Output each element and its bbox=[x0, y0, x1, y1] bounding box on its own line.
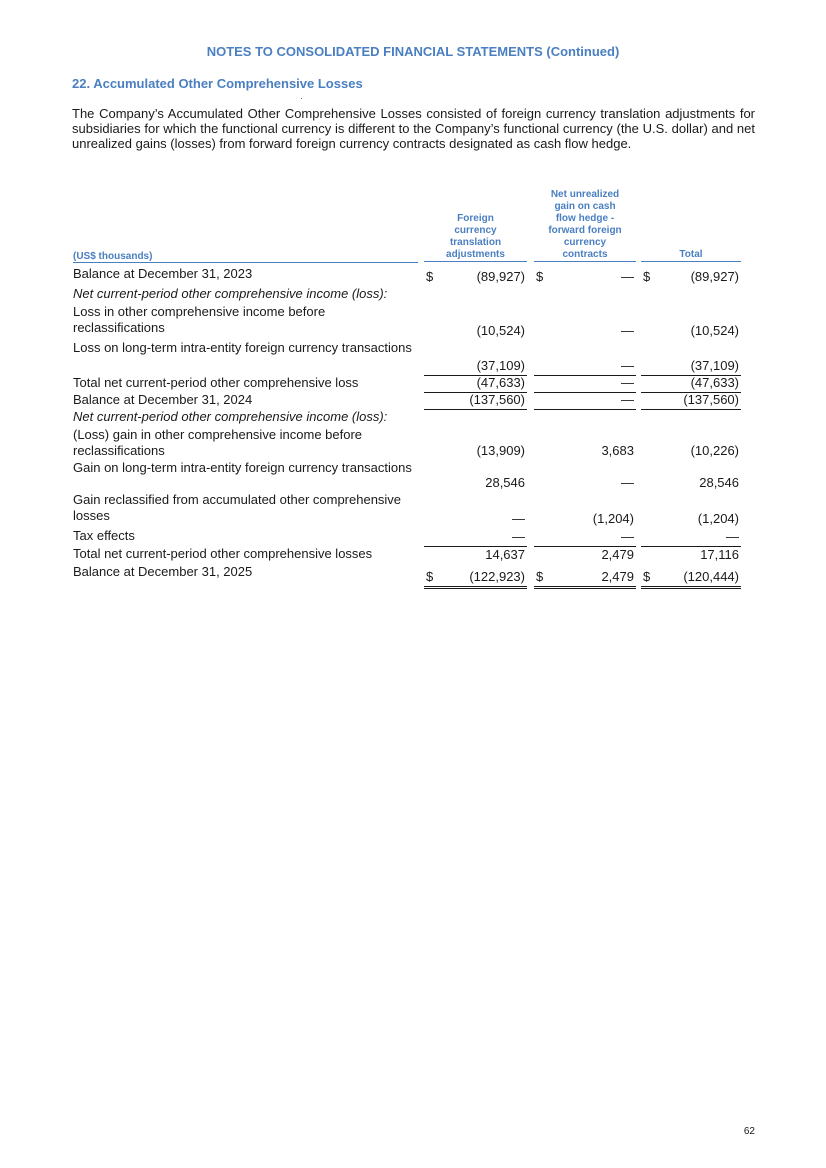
value-cell bbox=[424, 266, 527, 286]
cell-value: 3,683 bbox=[601, 443, 634, 458]
row-label: Tax effects bbox=[73, 528, 135, 543]
section-title: 22. Accumulated Other Comprehensive Losses bbox=[72, 76, 363, 91]
cell-value: (37,109) bbox=[690, 358, 739, 373]
table-row bbox=[72, 427, 741, 460]
value-cell bbox=[641, 340, 741, 376]
value-cell bbox=[641, 564, 741, 589]
value-cell bbox=[641, 392, 741, 410]
table-row bbox=[72, 409, 741, 427]
value-cell bbox=[534, 427, 636, 460]
value-cell bbox=[641, 460, 741, 492]
cell-value: (37,109) bbox=[476, 358, 525, 373]
row-label: Gain on long-term intra-entity foreign currency transactions bbox=[73, 460, 412, 475]
cell-value: — bbox=[621, 392, 634, 407]
table-row bbox=[72, 266, 741, 286]
cell-value: — bbox=[512, 529, 525, 544]
aocl-table bbox=[72, 184, 741, 586]
row-label: Balance at December 31, 2024 bbox=[73, 392, 253, 407]
row-label: Net current-period other comprehensive income (loss): bbox=[73, 409, 388, 424]
cell-value: (47,633) bbox=[476, 375, 525, 390]
table-row bbox=[72, 392, 741, 409]
cell-value: — bbox=[726, 529, 739, 544]
value-cell bbox=[424, 375, 527, 393]
cell-value: (122,923) bbox=[469, 569, 525, 584]
row-label: Balance at December 31, 2025 bbox=[73, 564, 253, 579]
row-label: Balance at December 31, 2023 bbox=[73, 266, 253, 281]
intro-paragraph: The Company’s Accumulated Other Comprehensive Losses consisted of foreign currency translation adjustments for subsidiaries for which the functional currency is different to the Company’s functional currency (the U.S. dollar) and net unrealized gains (losses) from forward foreign currency contracts designated as cash flow hedge. bbox=[72, 106, 755, 151]
value-cell bbox=[641, 304, 741, 340]
table-row bbox=[72, 492, 741, 528]
page-number: 62 bbox=[743, 1126, 755, 1137]
value-cell bbox=[534, 304, 636, 340]
cell-value: (89,927) bbox=[476, 269, 525, 284]
cell-value: (10,524) bbox=[690, 323, 739, 338]
table-row bbox=[72, 286, 741, 304]
value-cell bbox=[534, 492, 636, 528]
value-cell bbox=[641, 427, 741, 460]
cell-value: 28,546 bbox=[485, 475, 525, 490]
value-cell bbox=[641, 492, 741, 528]
value-cell bbox=[641, 375, 741, 393]
cell-value: (1,204) bbox=[697, 511, 739, 526]
value-cell bbox=[424, 340, 527, 376]
cell-value: (47,633) bbox=[690, 375, 739, 390]
value-cell bbox=[424, 392, 527, 410]
row-label: (Loss) gain in other comprehensive income before reclassifications bbox=[73, 427, 363, 458]
cell-value: — bbox=[621, 358, 634, 373]
table-row bbox=[72, 375, 741, 392]
cell-value: — bbox=[621, 475, 634, 490]
table-header bbox=[72, 184, 741, 263]
cell-value: (13,909) bbox=[476, 443, 525, 458]
value-cell bbox=[424, 427, 527, 460]
value-cell bbox=[534, 340, 636, 376]
row-label: Gain reclassified from accumulated other comprehensive losses bbox=[73, 492, 402, 523]
cell-value: — bbox=[621, 375, 634, 390]
value-cell bbox=[534, 375, 636, 393]
cell-value: 2,479 bbox=[601, 569, 634, 584]
value-cell bbox=[424, 546, 527, 564]
value-cell bbox=[641, 528, 741, 547]
value-cell bbox=[424, 528, 527, 547]
stray-mark: · bbox=[300, 94, 303, 103]
currency-symbol: $ bbox=[536, 269, 544, 284]
cell-value: — bbox=[621, 529, 634, 544]
cell-value: (1,204) bbox=[592, 511, 634, 526]
currency-symbol: $ bbox=[536, 569, 544, 584]
row-label: Total net current-period other comprehensive losses bbox=[73, 546, 373, 561]
cell-value: (89,927) bbox=[690, 269, 739, 284]
cell-value: (120,444) bbox=[683, 569, 739, 584]
table-row bbox=[72, 546, 741, 564]
row-label: Loss on long-term intra-entity foreign currency transactions bbox=[73, 340, 412, 355]
value-cell bbox=[534, 528, 636, 547]
table-row bbox=[72, 304, 741, 340]
value-cell bbox=[424, 304, 527, 340]
currency-symbol: $ bbox=[643, 569, 651, 584]
currency-symbol: $ bbox=[643, 269, 651, 284]
value-cell bbox=[534, 266, 636, 286]
column-header-fx-translation: Foreign currency translation adjustments bbox=[424, 213, 527, 262]
value-cell bbox=[534, 546, 636, 564]
value-cell bbox=[424, 564, 527, 589]
cell-value: — bbox=[621, 269, 634, 284]
value-cell bbox=[534, 564, 636, 589]
table-row bbox=[72, 528, 741, 546]
cell-value: — bbox=[621, 323, 634, 338]
cell-value: (137,560) bbox=[683, 392, 739, 407]
page-header: NOTES TO CONSOLIDATED FINANCIAL STATEMENTS (Continued) bbox=[206, 44, 620, 59]
row-label: Total net current-period other comprehensive loss bbox=[73, 375, 359, 390]
cell-value: (137,560) bbox=[469, 392, 525, 407]
column-header-total: Total bbox=[641, 249, 741, 262]
cell-value: (10,524) bbox=[476, 323, 525, 338]
cell-value: 28,546 bbox=[699, 475, 739, 490]
table-body bbox=[72, 266, 741, 586]
cell-value: (10,226) bbox=[690, 443, 739, 458]
cell-value: 14,637 bbox=[485, 547, 525, 562]
table-row bbox=[72, 460, 741, 492]
cell-value: 2,479 bbox=[601, 547, 634, 562]
units-label: (US$ thousands) bbox=[73, 251, 418, 262]
cell-value: 17,116 bbox=[700, 547, 739, 562]
value-cell bbox=[424, 492, 527, 528]
row-label: Net current-period other comprehensive income (loss): bbox=[73, 286, 388, 301]
table-row bbox=[72, 564, 741, 586]
value-cell bbox=[424, 460, 527, 492]
value-cell bbox=[534, 392, 636, 410]
value-cell bbox=[641, 546, 741, 564]
currency-symbol: $ bbox=[426, 569, 434, 584]
value-cell bbox=[534, 460, 636, 492]
table-row bbox=[72, 340, 741, 375]
column-header-cash-flow-hedge: Net unrealized gain on cash flow hedge - forward foreign currency contracts bbox=[534, 189, 636, 262]
row-label: Loss in other comprehensive income before reclassifications bbox=[73, 304, 326, 335]
cell-value: — bbox=[512, 511, 525, 526]
currency-symbol: $ bbox=[426, 269, 434, 284]
value-cell bbox=[641, 266, 741, 286]
